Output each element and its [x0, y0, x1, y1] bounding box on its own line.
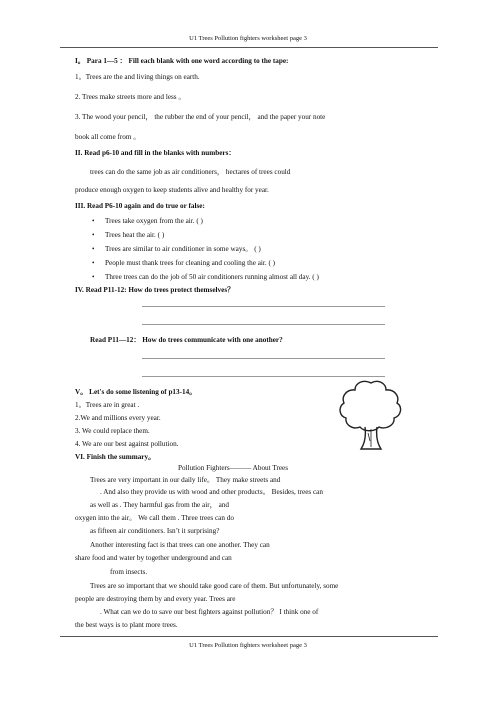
tf-item: People must thank trees for cleaning and cooling the air. ( )	[105, 259, 276, 267]
answer-line	[142, 306, 385, 307]
section-5-line-4: 4. We are our best against pollution.	[75, 440, 179, 448]
tf-item: Trees are similar to air conditioner in some ways。 ( )	[105, 245, 261, 253]
header-rule	[60, 47, 438, 48]
summary-heading: Pollution Fighters——— About Trees	[178, 464, 289, 472]
section-1-line-2: 2. Trees make streets more and less 。	[75, 93, 186, 101]
section-1-title: I。 Para 1—5 ： Fill each blank with one word according to the tape:	[75, 57, 289, 65]
summary-line: the best ways is to plant more trees.	[75, 621, 178, 629]
page-header: U1 Trees Pollution fighters worksheet page 3	[189, 35, 307, 42]
section-1-line-1: 1。Trees are the and living things on earth.	[75, 73, 200, 81]
summary-line: . What can we do to save our best fighters against pollution？ I think one of	[100, 608, 319, 616]
summary-line: from insects.	[110, 568, 148, 576]
section-5-line-1: 1。Trees are in great .	[75, 401, 140, 409]
section-5-title: V。 Let's do some listening of p13-14。	[75, 388, 197, 396]
section-5-line-2: 2.We and millions every year.	[75, 414, 161, 422]
summary-line: share food and water by together underground and can	[75, 554, 232, 562]
tree-icon	[335, 377, 407, 453]
bullet-icon: •	[92, 217, 95, 225]
section-2-title: II. Read p6-10 and fill in the blanks with numbers：	[75, 149, 236, 157]
bullet-icon: •	[92, 259, 95, 267]
summary-line: as well as . They harmful gas from the air， and	[90, 501, 229, 509]
tf-item: Trees heat the air. ( )	[105, 231, 165, 239]
section-6-title: VI. Finish the summary。	[75, 453, 156, 461]
answer-line	[142, 358, 385, 359]
bullet-icon: •	[92, 231, 95, 239]
summary-line: Trees are very important in our daily life。 They make streets and	[90, 476, 281, 484]
tf-item: Three trees can do the job of 50 air conditioners running almost all day. ( )	[105, 273, 319, 281]
bullet-icon: •	[92, 273, 95, 281]
bullet-icon: •	[92, 245, 95, 253]
section-2-line-1: trees can do the same job as air conditioners， hectares of trees could	[90, 168, 291, 176]
section-5-line-3: 3. We could replace them.	[75, 427, 150, 435]
tf-item: Trees take oxygen from the air. ( )	[105, 217, 203, 225]
section-4-title: IV. Read P11-12: How do trees protect themselves？	[75, 286, 235, 294]
summary-line: people are destroying them by and every year. Trees are	[75, 595, 236, 603]
page-footer: U1 Trees Pollution fighters worksheet page 3	[189, 642, 307, 649]
section-4-question-2: Read P11—12： How do trees communicate with one another?	[90, 336, 283, 344]
section-1-line-3: 3. The wood your pencil， the rubber the end of your pencil， and the paper your note	[75, 113, 326, 121]
summary-line: Another interesting fact is that trees can one another. They can	[90, 541, 270, 549]
summary-line: as fifteen air conditioners. Isn’t it surprising?	[90, 527, 220, 535]
summary-line: . And also they provide us with wood and other products。 Besides, trees can	[100, 488, 323, 496]
section-1-line-4: book all come from 。	[75, 133, 141, 141]
footer-rule	[60, 636, 438, 637]
answer-line	[142, 324, 385, 325]
section-2-line-2: produce enough oxygen to keep students alive and healthy for year.	[75, 186, 269, 194]
section-3-title: III. Read P6-10 again and do true or false:	[75, 202, 205, 210]
summary-line: Trees are so important that we should take good care of them. But unfortunately, some	[90, 582, 339, 590]
summary-line: oxygen into the air。 We call them . Three trees can do	[75, 514, 234, 522]
